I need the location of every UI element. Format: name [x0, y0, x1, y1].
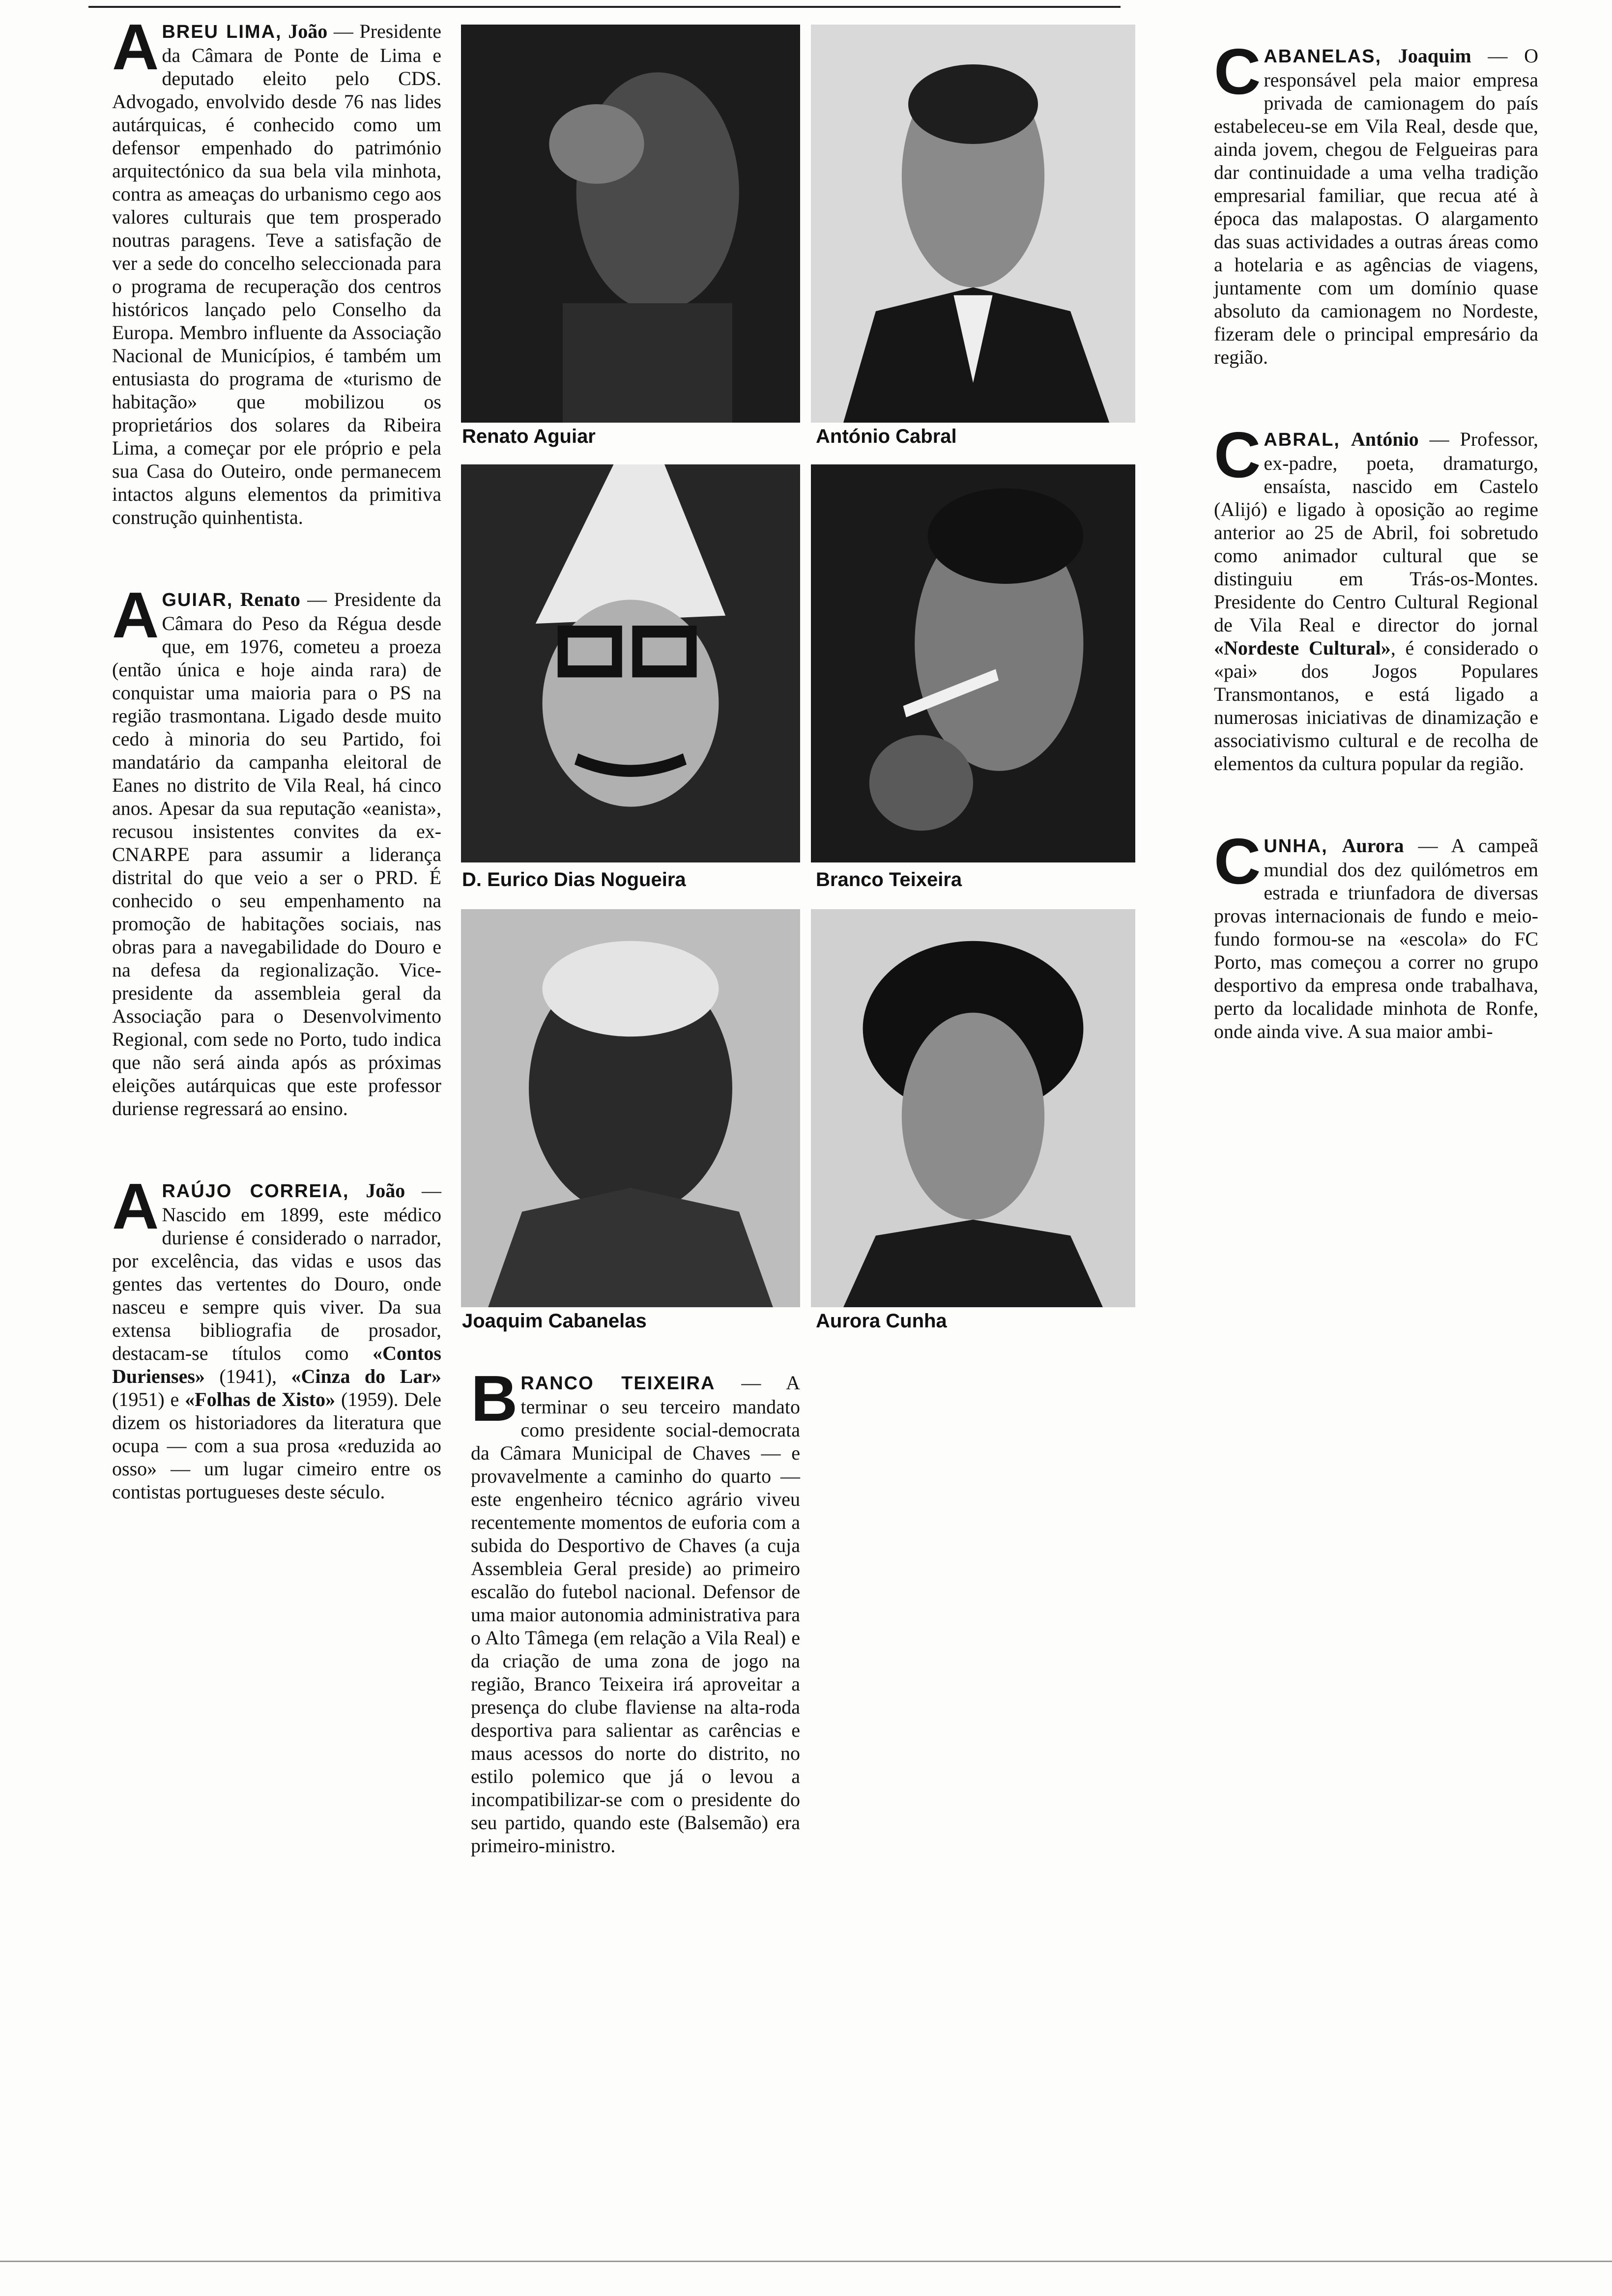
- entry-text: — Nascido em 1899, este médico duriense é considerado o narrador, por excelência, das vidas e usos das gentes das vertentes do Douro, onde nasceu e sempre quis viver. Da sua extensa bibliografia de prosador, destacam-se títulos como: [112, 1179, 441, 1364]
- photo-aurora-cunha: [811, 909, 1135, 1307]
- entry-cabral: [1214, 419, 1538, 775]
- entry-surname: ABRAL,: [1264, 430, 1340, 450]
- caption-renato-aguiar: Renato Aguiar: [462, 426, 596, 447]
- entry-cabanelas: [1214, 35, 1538, 369]
- entry-text: — Presidente da Câmara do Peso da Régua desde que, em 1976, cometeu a proeza (então única e hoje ainda rara) de conquistar uma maioria para o PS na região trasmontana. Ligado desde muito cedo à minoria do seu Partido, foi mandatário da campanha eleitoral de Eanes no distrito de Vila Real, há cinco anos. Apesar da sua reputação «eanista», recusou insistentes convites da ex-CNARPE para assumir a liderança distrital do que veio a ser o PRD. É conhecido o seu empenhamento na promoção de habitações sociais, nas obras para a navegabilidade do Douro e na defesa da regionalização. Vice-presidente da assembleia geral da Associação para o Desenvolvimento Regional, com sede no Porto, tudo indica que não será ainda após as próximas eleições autárquicas que este professor duriense regressará ao ensino.: [112, 588, 442, 1119]
- middle-column: [471, 1362, 801, 1916]
- entry-given-name: João: [366, 1179, 405, 1202]
- portrait-image: [811, 909, 1135, 1307]
- entry-araujo-correia: [112, 1170, 442, 1503]
- drop-cap: C: [1214, 419, 1261, 491]
- entry-text: — A terminar o seu terceiro mandato como presidente social-democrata da Câmara Municipal de Chaves — e provavelmente a caminho do quarto — este engenheiro técnico agrário viveu recentemente momentos de euforia com a subida do Desportivo de Chaves (a cuja Assembleia Geral preside) ao primeiro escalão do futebol nacional. Defensor de uma maior autonomia administrativa para o Alto Tâmega (em relação a Vila Real) e da criação de uma zona de jogo na região, Branco Teixeira irá aproveitar a presença do clube flaviense na alta-roda desportiva para salientar as carências e maus acessos do norte do distrito, no estilo polemico que já o levou a incompatibilizar-se com o presidente do seu partido, quando este (Balsemão) era primeiro-ministro.: [471, 1372, 801, 1857]
- photo-renato-aguiar: [461, 25, 800, 423]
- entry-surname: BREU LIMA,: [162, 22, 282, 42]
- entry-surname: ABANELAS,: [1264, 46, 1382, 67]
- portrait-image: [461, 909, 800, 1307]
- portrait-image: [811, 464, 1135, 862]
- book-title: «Folhas de Xisto»: [185, 1388, 336, 1410]
- portrait-image: [461, 25, 800, 423]
- entry-text: — A campeã mundial dos dez quilómetros em estrada e triunfadora de diversas provas internacionais de fundo e meio-fundo formou-se na «escola» do FC Porto, mas começou a correr no grupo desportivo da empresa onde trabalhava, perto da localidade minhota de Ronfe, onde ainda vive. A sua maior ambi-: [1214, 834, 1538, 1042]
- entry-given-name: João: [288, 20, 328, 42]
- drop-cap: A: [112, 579, 159, 651]
- entry-text: — O responsável pela maior empresa privada de camionagem do país estabeleceu-se em Vila Real, desde que, ainda jovem, chegou de Felgueiras para dar continuidade a uma velha tradição empresarial familiar, que recua até à época das malapostas. O alargamento das suas actividades a outras áreas como a hotelaria e as agências de viagens, juntamente com um domínio quase absoluto da camionagem no Nordeste, fizeram dele o principal empresário da região.: [1214, 45, 1538, 368]
- book-year: (1941),: [219, 1365, 277, 1387]
- portrait-image: [811, 25, 1135, 423]
- drop-cap: A: [112, 11, 159, 83]
- entry-given-name: Aurora: [1342, 834, 1404, 857]
- entry-text: — Presidente da Câmara de Ponte de Lima e deputado eleito pelo CDS. Advogado, envolvido desde 76 nas lides autárquicas, é conhecido como um defensor empenhado do património arquitectónico da sua bela vila minhota, contra as ameaças do urbanismo cego aos valores culturais que tem prosperado noutras paragens. Teve a satisfação de ver a sede do concelho seleccionada para o programa de recuperação dos centros históricos lançado pelo Conselho da Europa. Membro influente da Associação Nacional de Municípios, é também um entusiasta do programa de «turismo de habitação» que mobilizou os proprietários dos solares da Ribeira Lima, a começar por ele próprio e pela sua Casa do Outeiro, onde permanecem intactos alguns elementos da primitiva construção quinhentista.: [112, 20, 442, 528]
- entry-text: — Professor, ex-padre, poeta, dramaturgo, ensaísta, nascido em Castelo (Alijó) e ligado à oposição ao regime anterior ao 25 de Abril, foi sobretudo como animador cultural que se distinguiu em Trás-os-Montes. Presidente do Centro Cultural Regional de Vila Real e director do jornal: [1214, 428, 1538, 636]
- caption-antonio-cabral: António Cabral: [816, 426, 957, 447]
- entry-surname: RAÚJO CORREIA,: [162, 1181, 349, 1202]
- newspaper-title: «Nordeste Cultural»: [1214, 637, 1391, 659]
- entry-surname: RANCO TEIXEIRA: [520, 1373, 716, 1394]
- caption-joaquim-cabanelas: Joaquim Cabanelas: [462, 1310, 647, 1332]
- book-year: (1951) e: [112, 1388, 179, 1410]
- top-rule: [88, 6, 1121, 8]
- left-column: [112, 11, 442, 1562]
- drop-cap: B: [471, 1362, 518, 1435]
- entry-given-name: António: [1351, 428, 1419, 450]
- right-column: [1214, 35, 1538, 1102]
- photo-antonio-cabral: [811, 25, 1135, 423]
- entry-cunha: [1214, 825, 1538, 1043]
- drop-cap: A: [112, 1170, 159, 1242]
- drop-cap: C: [1214, 825, 1261, 897]
- drop-cap: C: [1214, 35, 1261, 108]
- caption-branco-teixeira: Branco Teixeira: [816, 869, 962, 890]
- entry-given-name: Joaquim: [1398, 45, 1471, 67]
- caption-aurora-cunha: Aurora Cunha: [816, 1310, 947, 1332]
- entry-abreu-lima: [112, 11, 442, 529]
- entry-text: , é considerado o «pai» dos Jogos Populares Transmontanos, e está ligado a numerosas iniciativas de dinamização e associativismo cultural e de recolha de elementos da cultura popular da região.: [1214, 637, 1538, 775]
- entry-given-name: Renato: [240, 588, 300, 610]
- portrait-image: [461, 464, 800, 862]
- entry-surname: GUIAR,: [162, 590, 233, 610]
- book-title: «Cinza do Lar»: [291, 1365, 442, 1387]
- book-title: «Contos Durienses»: [112, 1342, 441, 1387]
- entry-aguiar: [112, 579, 442, 1120]
- entry-surname: UNHA,: [1264, 836, 1328, 857]
- entry-branco-teixeira: [471, 1362, 801, 1857]
- photo-eurico-dias-nogueira: [461, 464, 800, 862]
- bottom-rule: [0, 2261, 1612, 2262]
- caption-eurico-dias-nogueira: D. Eurico Dias Nogueira: [462, 869, 686, 890]
- entry-text: (1959). Dele dizem os historiadores da literatura que ocupa — com a sua prosa «reduzida ao osso» — um lugar cimeiro entre os contistas portugueses deste século.: [112, 1388, 442, 1503]
- photo-branco-teixeira: [811, 464, 1135, 862]
- photo-joaquim-cabanelas: [461, 909, 800, 1307]
